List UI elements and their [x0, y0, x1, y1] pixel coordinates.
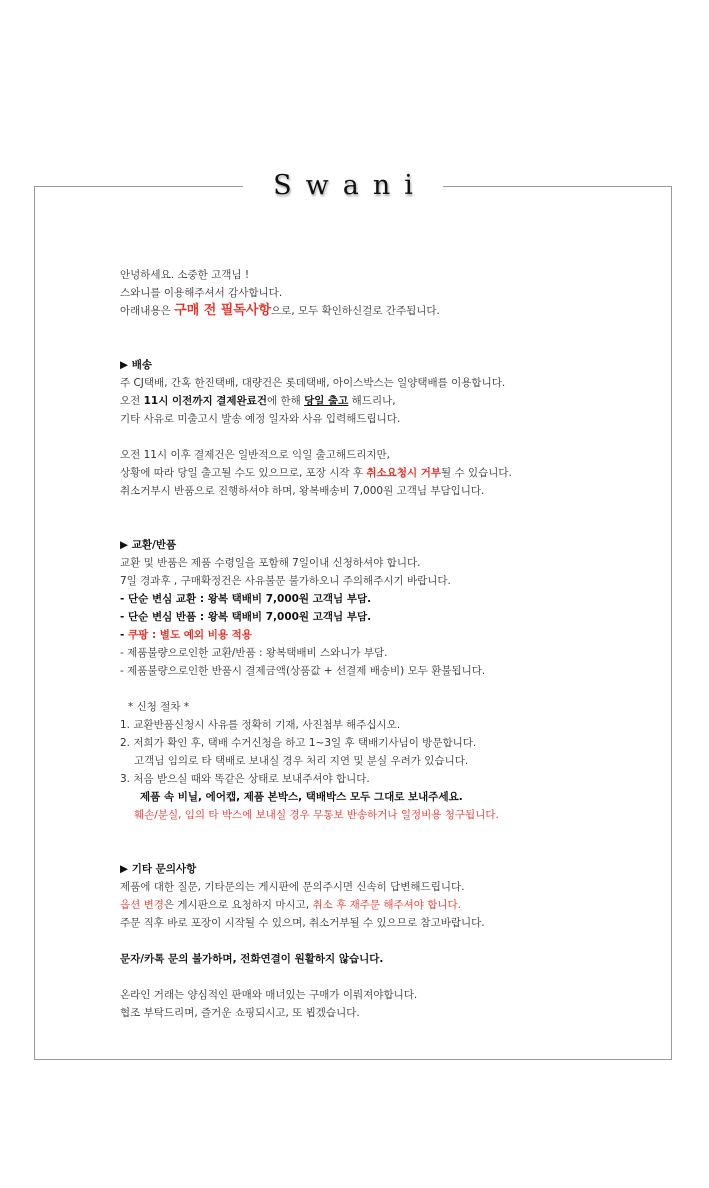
procedure-step-3-warning: 훼손/분실, 임의 타 박스에 보내실 경우 무통보 반송하거나 일정비용 청구됩니다.	[134, 809, 499, 821]
intro-notice	[120, 302, 660, 320]
procedure-step-2-note: 고객님 임의로 타 택배로 보내실 경우 처리 지연 및 분실 우려가 있습니다.	[134, 755, 469, 767]
inquiry-heading: ▶ 기타 문의사항	[120, 863, 197, 875]
procedure-step-2: 2. 저희가 확인 후, 택배 수거신청을 하고 1~3일 후 택배기사님이 방문합니다.	[120, 737, 477, 749]
shipping-same-day-emphasis: 당일 출고	[304, 395, 349, 407]
shipping-same-day-mid: 에 한해	[266, 395, 305, 407]
shipping-same-day-post: 해드리나,	[348, 395, 396, 407]
shipping-after-cutoff: 오전 11시 이후 결제건은 일반적으로 익일 출고해드리지만,	[120, 449, 391, 461]
brand-title: Swani	[243, 170, 443, 202]
shipping-same-day	[120, 392, 660, 410]
inquiry-no-phone: 문자/카톡 문의 불가하며, 전화연결이 원활하지 않습니다.	[120, 953, 384, 965]
exchange-defect-refund: - 제품불량으로인한 반품시 결제금액(상품값 + 선결제 배송비) 모두 환불됩니다.	[120, 665, 486, 677]
procedure-step-3-packaging: 제품 속 비닐, 에어캡, 제품 본박스, 택배박스 모두 그대로 보내주세요.	[140, 791, 463, 803]
intro-notice-emphasis: 구매 전 필독사항	[174, 303, 272, 318]
exchange-coupang-pre: -	[120, 629, 129, 641]
shipping-heading: ▶ 배송	[120, 359, 153, 371]
closing-manners: 온라인 거래는 양심적인 판매와 매너있는 구매가 이뤄져야합니다.	[120, 989, 418, 1001]
shipping-cancel-post: 될 수 있습니다.	[441, 467, 512, 479]
shipping-cancel-emphasis: 취소요청시 거부	[366, 467, 442, 479]
procedure-step-3: 3. 처음 받으실 때와 똑같은 상태로 보내주셔야 합니다.	[120, 773, 370, 785]
shipping-cancel-pre: 상황에 따라 당일 출고될 수도 있으므로, 포장 시작 후	[120, 467, 367, 479]
exchange-coupang-emphasis: 쿠팡 : 별도 예외 비용 적용	[128, 629, 252, 641]
shipping-carriers: 주 CJ택배, 간혹 한진택배, 대량건은 롯데택배, 아이스박스는 일양택배를 이용합니다.	[120, 377, 506, 389]
procedure-step-1: 1. 교환반품신청시 사유를 정확히 기재, 사진첨부 해주십시오.	[120, 719, 401, 731]
exchange-after-period: 7일 경과후 , 구매확정건은 사유불문 불가하오니 주의해주시기 바랍니다.	[120, 575, 451, 587]
shipping-cancel-fee: 취소거부시 반품으로 진행하셔야 하며, 왕복배송비 7,000원 고객님 부담입니다.	[120, 485, 485, 497]
inquiry-option-emphasis: 옵션 변경	[120, 899, 164, 911]
inquiry-reorder-emphasis: 취소 후 재주문 해주셔야 합니다.	[312, 899, 462, 911]
shipping-cancel	[120, 464, 660, 482]
intro-notice-post: 으로, 모두 확인하신걸로 간주됩니다.	[271, 305, 440, 317]
closing-thanks: 협조 부탁드리며, 즐거운 쇼핑되시고, 또 뵙겠습니다.	[120, 1007, 360, 1019]
inquiry-packing-note: 주문 직후 바로 포장이 시작될 수 있으며, 취소거부될 수 있으므로 참고바랍니다.	[120, 917, 485, 929]
shipping-cutoff: 11시 이전까지 결제완료건	[143, 395, 267, 407]
intro-thanks: 스와니를 이용해주셔서 감사합니다.	[120, 287, 283, 299]
inquiry-option-change	[120, 896, 660, 914]
inquiry-option-mid: 은 게시판으로 요청하지 마시고,	[163, 899, 313, 911]
exchange-heading: ▶ 교환/반품	[120, 539, 177, 551]
notice-content	[120, 266, 660, 1022]
exchange-period: 교환 및 반품은 제품 수령일을 포함해 7일이내 신청하셔야 합니다.	[120, 557, 421, 569]
intro-greeting: 안녕하세요. 소중한 고객님 !	[120, 269, 250, 281]
shipping-delay: 기타 사유로 미출고시 발송 예정 일자와 사유 입력해드립니다.	[120, 413, 401, 425]
intro-notice-pre: 아래내용은	[120, 305, 175, 317]
exchange-defect: - 제품불량으로인한 교환/반품 : 왕복택배비 스와니가 부담.	[120, 647, 388, 659]
exchange-simple-exchange: - 단순 변심 교환 : 왕복 택배비 7,000원 고객님 부담.	[120, 593, 372, 605]
exchange-coupang	[120, 626, 660, 644]
procedure-heading: * 신청 절차 *	[128, 701, 190, 713]
shipping-same-day-pre: 오전	[120, 395, 144, 407]
exchange-simple-return: - 단순 변심 반품 : 왕복 택배비 7,000원 고객님 부담.	[120, 611, 372, 623]
inquiry-board: 제품에 대한 질문, 기타문의는 게시판에 문의주시면 신속히 답변해드립니다.	[120, 881, 465, 893]
